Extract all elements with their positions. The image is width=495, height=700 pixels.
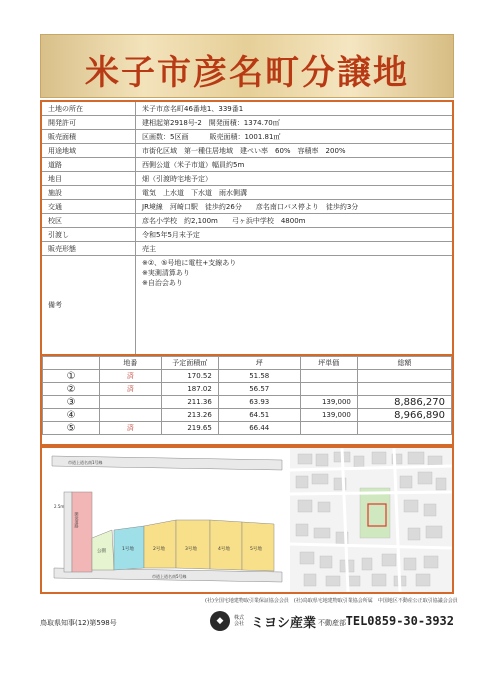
lot-tsubo: 64.51 (218, 409, 300, 422)
info-value: 令和5年5月末予定 (142, 230, 200, 239)
info-row (42, 116, 452, 130)
development-road (72, 492, 92, 572)
info-label: 交通 (48, 202, 62, 211)
info-value: 売主 (142, 244, 156, 253)
info-label: 校区 (48, 216, 62, 225)
lot-area: 213.26 (161, 409, 218, 422)
info-value: 西側公道（米子市道）幅員約5m (142, 160, 245, 169)
info-label: 引渡し (48, 230, 69, 239)
lot-tsubo: 63.93 (218, 396, 300, 409)
column-header: 地番 (100, 357, 161, 370)
lot-number: ⑤ (43, 422, 100, 435)
bottom-road-label: 市道上道名南5号線 (152, 574, 187, 579)
info-label: 用途地域 (48, 146, 76, 155)
title-banner (40, 34, 454, 98)
lot-price-table (40, 354, 454, 446)
info-row (42, 242, 452, 256)
association-text: (社)全国宅地建物取引業保証協会会員 (社)鳥取県宅地建物取引業協会所属 中国地区不動産公正取引協議会会員 (205, 598, 458, 604)
lot-number: ② (43, 383, 100, 396)
info-value: 市街化区域 第一種住居地域 建ぺい率 60% 容積率 200% (142, 146, 346, 155)
development-road-label: 開発道路 (74, 512, 80, 528)
lot-number: ④ (43, 409, 100, 422)
total-price (357, 383, 451, 396)
remarks-label: 備考 (48, 301, 62, 309)
company-name: ミヨシ産業 (251, 615, 317, 631)
info-row (42, 144, 452, 158)
lot-label: 5号地 (250, 547, 262, 552)
property-info-table (40, 100, 454, 356)
info-label: 地目 (48, 174, 62, 183)
info-value: 建相起第2918号-2 開発面積：1374.70㎡ (142, 118, 280, 127)
table-row (43, 422, 452, 435)
lot-tsubo: 56.57 (218, 383, 300, 396)
info-value: 彦名小学校 約2,100m 弓ヶ浜中学校 4800m (142, 216, 306, 225)
sold-status (100, 409, 161, 422)
top-road-label: 市道上道名南1号線 (68, 460, 103, 465)
info-row (42, 158, 452, 172)
table-row (43, 409, 452, 422)
table-row (43, 396, 452, 409)
info-label: 道路 (48, 160, 62, 169)
info-value: 区画数：5区画 販売面積：1001.81㎡ (142, 132, 281, 141)
lot-2 (144, 520, 176, 568)
company-block (210, 611, 346, 631)
lot-tsubo: 66.44 (218, 422, 300, 435)
lot-area: 187.02 (161, 383, 218, 396)
area-map (290, 448, 452, 592)
total-price: 8,886,270 (357, 396, 451, 409)
info-row (42, 214, 452, 228)
unit-price: 139,000 (300, 409, 357, 422)
lot-label: 3号地 (185, 547, 197, 552)
lot-3 (176, 520, 210, 569)
lot-area: 170.52 (161, 370, 218, 383)
footer (40, 608, 454, 638)
table-row (43, 370, 452, 383)
company-kind: 株式会社 (234, 615, 245, 627)
total-price: 8,966,890 (357, 409, 451, 422)
lot-number: ③ (43, 396, 100, 409)
company-logo-icon: ◆ (210, 611, 230, 631)
remark-line: ※②、⑤号地に電柱+支線あり (142, 259, 237, 267)
sold-status: 済 (100, 383, 161, 396)
side-road (64, 492, 72, 572)
info-value: 畑（引渡時宅地予定） (142, 174, 212, 183)
unit-price (300, 370, 357, 383)
lot-plan-diagram (42, 448, 452, 592)
info-value: 電気 上水道 下水道 雨水側溝 (142, 188, 247, 197)
column-header: 総額 (357, 357, 451, 370)
remarks-row (42, 256, 452, 354)
info-row (42, 130, 452, 144)
total-price (357, 370, 451, 383)
info-value: JR境線 河崎口駅 徒歩約26分 彦名南口バス停より 徒歩約3分 (142, 202, 359, 211)
info-row (42, 186, 452, 200)
lot-4 (210, 520, 242, 570)
info-row (42, 200, 452, 214)
info-label: 販売面積 (48, 132, 76, 141)
lot-label: 2号地 (153, 547, 165, 552)
side-road-width: 2.5m (54, 504, 65, 509)
sold-status: 済 (100, 370, 161, 383)
lot-number: ① (43, 370, 100, 383)
total-price (357, 422, 451, 435)
column-header: 坪単価 (300, 357, 357, 370)
info-row (42, 102, 452, 116)
info-label: 土地の所在 (48, 104, 83, 113)
unit-price: 139,000 (300, 396, 357, 409)
park-label: 公園 (97, 549, 106, 554)
info-label: 開発許可 (48, 118, 76, 127)
lot-area: 211.36 (161, 396, 218, 409)
unit-price (300, 422, 357, 435)
plan-and-map-panel (40, 446, 454, 594)
lot-label: 4号地 (218, 547, 230, 552)
remark-line: ※実測清算あり (142, 269, 190, 277)
license-number: 鳥取県知事(12)第598号 (40, 619, 117, 627)
info-label: 販売形態 (48, 244, 76, 253)
column-header: 予定面積㎡ (161, 357, 218, 370)
column-header (43, 357, 100, 370)
sold-status: 済 (100, 422, 161, 435)
sold-status (100, 396, 161, 409)
lot-tsubo: 51.58 (218, 370, 300, 383)
lot-area: 219.65 (161, 422, 218, 435)
remark-line: ※自治会あり (142, 279, 183, 287)
table-row (43, 383, 452, 396)
unit-price (300, 383, 357, 396)
company-department: 不動産部 (318, 619, 347, 627)
phone-number[interactable]: TEL0859-30-3932 (345, 614, 454, 628)
info-row (42, 172, 452, 186)
info-value: 米子市彦名町46番地1、339番1 (142, 104, 244, 113)
info-label: 施設 (48, 188, 62, 197)
info-row (42, 228, 452, 242)
table-header-row (43, 357, 452, 370)
page-title: 米子市彦名町分譲地 (85, 53, 409, 93)
column-header: 坪 (218, 357, 300, 370)
lot-label: 1号地 (122, 547, 134, 552)
